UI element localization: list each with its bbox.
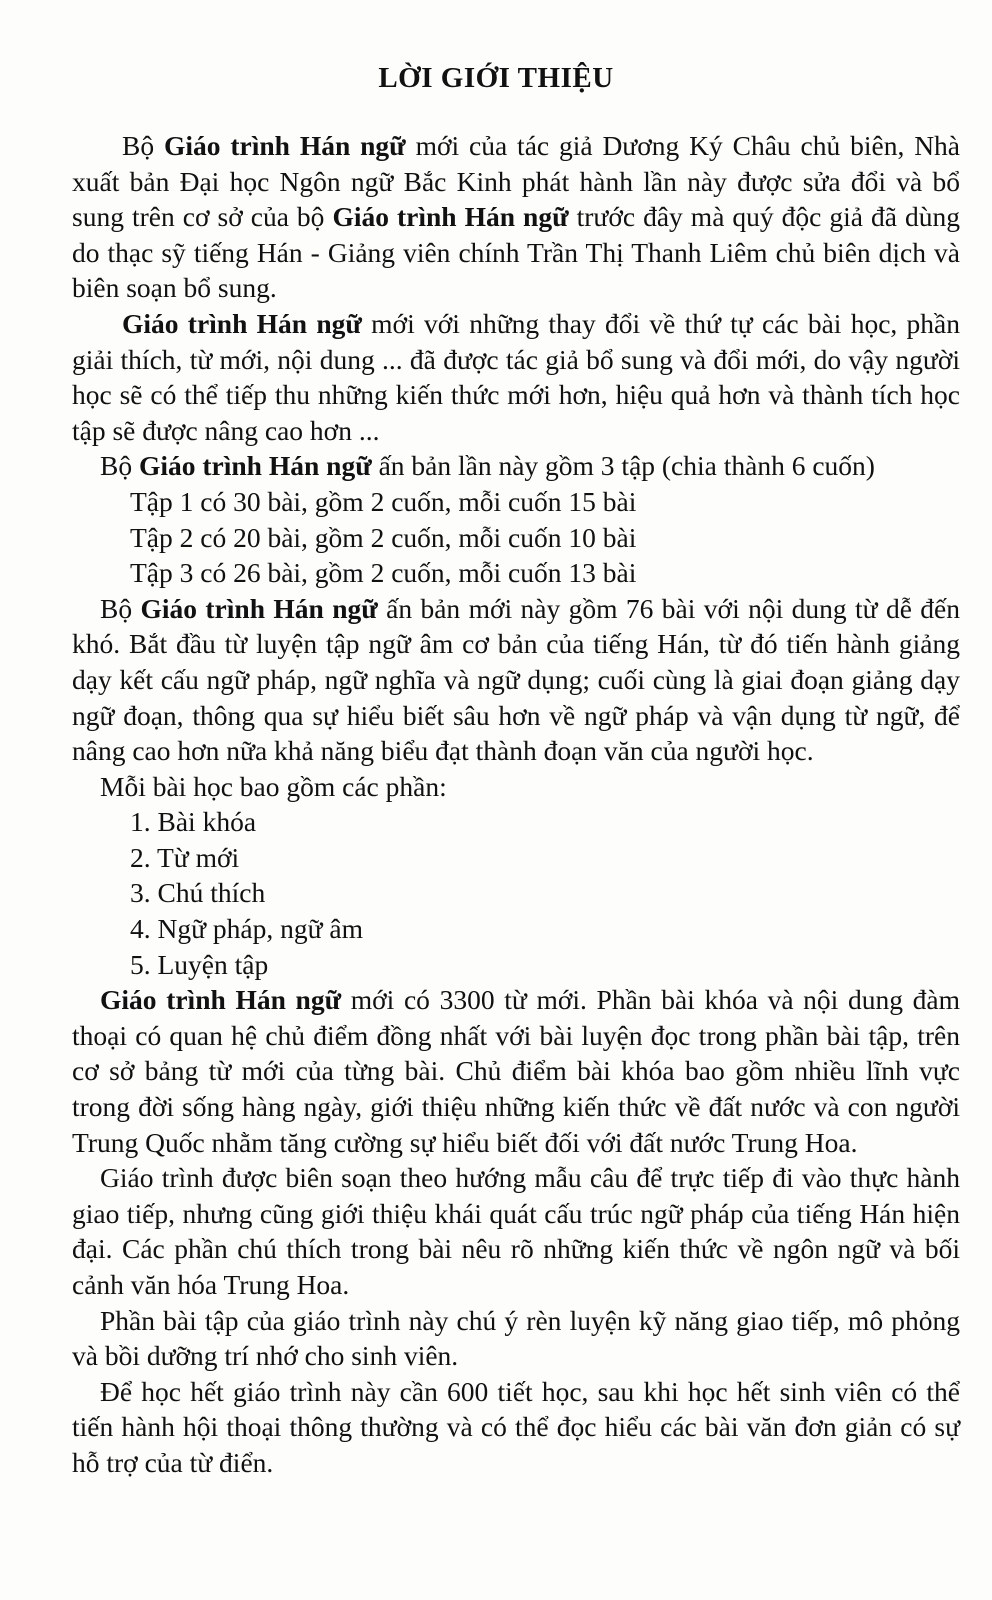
part-item: 4. Ngữ pháp, ngữ âm	[130, 913, 363, 945]
text-run: mới có 3300 từ mới. Phần bài khóa và nội dung đàm thoại có quan hệ chủ điểm đồng nhất với bài luyện đọc trong phần bài tập, trên cơ sở bảng từ mới của từng bài. Chủ điểm bài khóa bao gồm nhiều lĩnh vực trong đời sống hàng ngày, giới thiệu những kiến thức về đất nước và con người Trung Quốc nhằm tăng cường sự hiểu biết đối với đất nước Trung Hoa.	[72, 984, 960, 1158]
paragraph-edition	[72, 448, 960, 484]
paragraph-vocabulary	[72, 982, 960, 1160]
page-title: LỜI GIỚI THIỆU	[378, 62, 614, 94]
text-run: ấn bản lần này gồm 3 tập (chia thành 6 cuốn)	[371, 450, 875, 482]
text-run: Bộ	[100, 450, 139, 482]
part-item: 5. Luyện tập	[130, 948, 269, 980]
paragraph-intro	[72, 128, 960, 306]
book-title: Giáo trình Hán ngữ	[163, 130, 406, 161]
part-item: 2. Từ mới	[130, 841, 240, 873]
text-run: ấn bản mới này gồm 76 bài với nội dung từ dễ đến khó. Bắt đầu từ luyện tập ngữ âm cơ bản của tiếng Hán, từ đó tiến hành giảng dạy kết cấu ngữ pháp, ngữ nghĩa và ngữ dụng; cuối cùng là giai đoạn giảng dạy ngữ đoạn, thông qua sự hiểu biết sâu hơn về ngữ pháp và vận dụng từ ngữ, để nâng cao hơn nữa khả năng biểu đạt thành đoạn văn của người học.	[72, 592, 960, 767]
book-title: Giáo trình Hán ngữ	[122, 307, 362, 339]
text-run: mới của tác giả Dương Ký Châu chủ biên, Nhà xuất bản Đại học Ngôn ngữ Bắc Kinh phát hành lần này được sửa đổi và bổ sung trên cơ sở của bộ	[72, 130, 961, 233]
paragraph-method: Giáo trình được biên soạn theo hướng mẫu câu để trực tiếp đi vào thực hành giao tiếp, nhưng cũng giới thiệu khái quát cấu trúc ngữ pháp của tiếng Hán hiện đại. Các phần chú thích trong bài nêu rõ những kiến thức về ngôn ngữ và bối cảnh văn hóa Trung Hoa.	[72, 1162, 960, 1300]
paragraph-exercises: Phần bài tập của giáo trình này chú ý rèn luyện kỹ năng giao tiếp, mô phỏng và bồi dưỡng trí nhớ cho sinh viên.	[72, 1304, 960, 1372]
part-item: 1. Bài khóa	[130, 806, 257, 838]
text-run: trước đây mà quý độc giả đã dùng do thạc sỹ tiếng Hán - Giảng viên chính Trần Thị Thanh Liêm chủ biên dịch và biên soạn bổ sung.	[72, 201, 960, 304]
parts-intro: Mỗi bài học bao gồm các phần:	[100, 770, 447, 802]
text-run: Bộ	[122, 130, 164, 161]
book-title: Giáo trình Hán ngữ	[332, 201, 569, 233]
document-body	[72, 128, 960, 1481]
paragraph-content	[72, 591, 960, 769]
text-run: Bộ	[100, 592, 141, 624]
book-title: Giáo trình Hán ngữ	[140, 592, 378, 624]
book-title: Giáo trình Hán ngữ	[138, 450, 372, 482]
text-run: mới với những thay đổi về thứ tự các bài học, phần giải thích, từ mới, nội dung ... đã được tác giả bổ sung và đổi mới, do vậy người học sẽ có thể tiếp thu những kiến thức mới hơn, hiệu quả hơn và thành tích học tập sẽ được nâng cao hơn ...	[72, 307, 960, 446]
paragraph-hours: Để học hết giáo trình này cần 600 tiết học, sau khi học hết sinh viên có thể tiến hành hội thoại thông thường và có thể đọc hiểu các bài văn đơn giản có sự hỗ trợ của từ điển.	[72, 1375, 960, 1478]
volume-line: Tập 1 có 30 bài, gồm 2 cuốn, mỗi cuốn 15 bài	[130, 485, 637, 517]
book-title: Giáo trình Hán ngữ	[100, 984, 342, 1016]
paragraph-changes	[72, 306, 960, 448]
volume-line: Tập 3 có 26 bài, gồm 2 cuốn, mỗi cuốn 13 bài	[130, 557, 637, 589]
volume-line: Tập 2 có 20 bài, gồm 2 cuốn, mỗi cuốn 10 bài	[130, 521, 637, 553]
part-item: 3. Chú thích	[130, 877, 266, 909]
